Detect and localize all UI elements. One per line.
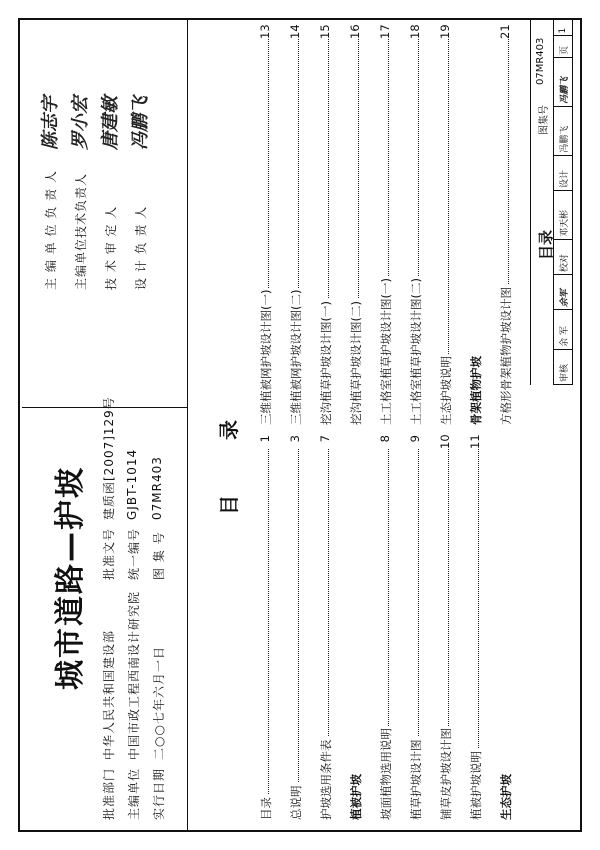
approval-doc: 建质函[2007]129号	[102, 396, 116, 520]
toc-entry[interactable]	[468, 435, 482, 820]
toc-entry[interactable]	[438, 25, 452, 425]
toc-entry-label: 三维植被网护坡设计图(一)	[259, 289, 273, 425]
effective-date: 二○○七年六月一日	[152, 646, 166, 760]
approval-dept-label: 批准部门	[102, 767, 116, 820]
toc-entry[interactable]	[318, 435, 332, 820]
design-label: 设计	[554, 155, 573, 190]
toc-entry-page: 7	[318, 435, 332, 449]
toc-entry[interactable]	[288, 435, 302, 820]
signature: 冯鹏飞	[130, 96, 151, 150]
responsible-label: 设 计 负 责 人	[134, 205, 148, 290]
divider-vertical	[22, 407, 187, 408]
toc-entry-label: 三维植被网护坡设计图(二)	[289, 289, 303, 425]
toc-entry-label: 铺草皮护坡设计图	[439, 728, 453, 820]
review-label: 审核	[554, 349, 573, 384]
toc-entry-page: 15	[318, 24, 332, 39]
toc-entry-page: 19	[438, 24, 452, 39]
effective-date-label: 实行日期	[152, 767, 166, 820]
toc-section	[468, 25, 482, 425]
toc-heading: 目 录	[217, 396, 241, 515]
check-label: 校对	[554, 239, 573, 274]
toc-entry-page: 14	[288, 24, 302, 39]
atlas-no-label: 图 集 号	[152, 531, 166, 580]
page-label: 页	[554, 36, 573, 57]
approval-dept: 中华人民共和国建设部	[102, 629, 116, 760]
toc-entry-label: 植草护坡设计图	[409, 739, 423, 820]
toc-entry-page: 8	[378, 435, 392, 449]
designer: 冯鹏飞	[554, 106, 573, 155]
toc-entry[interactable]	[408, 25, 422, 425]
toc-entry-label: 护坡选用条件表	[319, 739, 333, 820]
toc-entry-label: 挖沟植草护坡设计图(二)	[349, 301, 363, 425]
toc-section-label: 植被护坡	[349, 774, 363, 820]
toc-entry[interactable]	[318, 25, 332, 425]
toc-entry[interactable]	[438, 435, 452, 820]
toc-entry-page: 18	[408, 24, 422, 39]
toc-entry-label: 生态护坡说明	[439, 356, 453, 425]
atlas-no: 07MR403	[150, 456, 164, 520]
editor-unit: 中国市政工程西南设计研究院	[127, 590, 141, 760]
toc-entry-label: 植被护坡说明	[469, 751, 483, 820]
toc-entry-page: 21	[498, 24, 512, 39]
toc-entry-label: 挖沟植草护坡设计图(一)	[319, 301, 333, 425]
divider-horizontal	[187, 20, 188, 830]
toc-section	[498, 435, 512, 820]
atlas-value: 07MR403	[535, 37, 546, 85]
toc-entry-page: 13	[258, 24, 272, 39]
signature: 唐建敏	[100, 96, 121, 150]
toc-entry-label: 总说明	[289, 785, 303, 820]
toc-entry[interactable]	[258, 25, 272, 425]
toc-entry-page: 17	[378, 24, 392, 39]
toc-entry-page: 9	[408, 435, 422, 449]
responsible-label: 主 编 单 位 负 责 人	[44, 170, 58, 290]
toc-entry[interactable]	[378, 435, 392, 820]
toc-entry[interactable]	[408, 435, 422, 820]
toc-entry[interactable]	[378, 25, 392, 425]
reviewer: 余 军	[554, 310, 573, 350]
toc-entry-page: 11	[468, 434, 482, 449]
atlas-title: 城市道路—护坡	[53, 466, 88, 690]
page-value: 1	[554, 20, 573, 36]
toc-entry-label: 坡面植物选用说明	[379, 728, 393, 820]
signature: 陈志宇	[40, 96, 61, 150]
reviewer-signature: 余军	[554, 275, 573, 310]
unified-no-label: 统一编号	[127, 527, 141, 580]
checker: 邓天彬	[554, 190, 573, 239]
toc-entry[interactable]	[498, 25, 512, 425]
sheet-title: 目录	[537, 229, 555, 260]
toc-entry-label: 目录	[259, 797, 273, 820]
signature: 罗小宏	[70, 96, 91, 150]
designer-signature: 冯鹏飞	[554, 57, 573, 106]
toc-entry[interactable]	[348, 25, 362, 425]
toc-entry[interactable]	[288, 25, 302, 425]
toc-entry-label: 土工格室植草护坡设计图(二)	[409, 278, 423, 425]
toc-entry-page: 10	[438, 434, 452, 449]
toc-section	[348, 435, 362, 820]
toc-section-label: 骨架植物护坡	[469, 356, 483, 425]
toc-entry[interactable]	[258, 435, 272, 820]
toc-entry-label: 土工格室植草护坡设计图(一)	[379, 278, 393, 425]
responsible-label: 主编单位技术负责人	[74, 172, 88, 290]
toc-entry-page: 1	[258, 435, 272, 449]
responsible-label: 技 术 审 定 人	[104, 205, 118, 290]
toc-entry-label: 方格形骨架植物护坡设计图	[499, 287, 513, 425]
signature-table	[553, 19, 573, 385]
atlas-label: 图集号	[539, 105, 550, 135]
unified-no: GJBT-1014	[125, 448, 139, 520]
toc-section-label: 生态护坡	[499, 774, 513, 820]
approval-doc-label: 批准文号	[102, 527, 116, 580]
editor-unit-label: 主编单位	[127, 767, 141, 820]
toc-entry-page: 3	[288, 435, 302, 449]
title-block	[530, 19, 581, 385]
toc-entry-page: 16	[348, 24, 362, 39]
